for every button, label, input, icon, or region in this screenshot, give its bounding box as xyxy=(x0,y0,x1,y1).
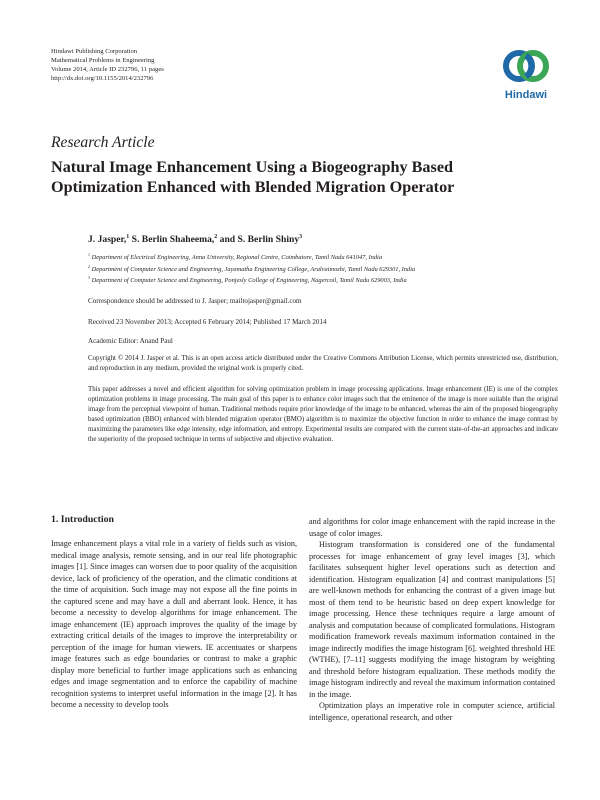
right-column xyxy=(309,516,555,723)
affiliation-text: Department of Computer Science and Engineering, Jayamatha Engineering College, Aralvaimozhi, Tamil Nadu 629301, India xyxy=(89,265,416,273)
abstract: This paper addresses a novel and efficient algorithm for solving optimization problem in image processing applications. Image enhancement (IE) is one of the complex optimization problems in image processing. The main goal of this paper is to enhance color images such that the eminence of the image is more suitable than the original image from the perceptual viewpoint of human. Traditional methods require prior knowledge of the image to be enhanced, whereas the aim of the proposed biogeography based optimization (BBO) enhanced with blended migration operator (BMO) algorithm is to maximize the objective function in order to enhance the image contrast by maximizing the parameters like edge intensity, edge information, and entropy. Experimental results are compared with the current state-of-the-art approaches and indicate the superiority of the proposed technique in terms of subjective and objective evaluation. xyxy=(88,386,558,443)
body-paragraph: Histogram transformation is considered one of the fundamental processes for image enhancement of gray level images [3], which facilitates subsequent higher level operations such as detection and identification. Histogram equalization [4] and contrast manipulations [5] are well-known methods for enhancing the contrast of a given image but most of them tend to be heuristic based on deep expert knowledge for image processing. Hence these techniques require a large amount of analysis and computation because of complicated formulations. Histogram modification framework reveals maximum information contained in the image indirectly modifies the image histogram [6]. weighted threshold HE (WTHE), [7–11] suggests modifying the image histogram by weighting and threshold before histogram equalization. These methods modify the image histogram indirectly and reveal the maximum information contained in the image. xyxy=(309,540,556,699)
volume-line: Volume 2014, Article ID 232796, 11 pages xyxy=(51,65,164,73)
article-dates: Received 23 November 2013; Accepted 6 February 2014; Published 17 March 2014 xyxy=(88,318,327,326)
affiliation-item xyxy=(88,275,558,287)
affiliation-mark: 3 xyxy=(88,275,90,281)
author-affiliation-mark: 3 xyxy=(299,233,303,240)
author-affiliation-mark: 1 xyxy=(126,233,130,240)
hindawi-logo-icon xyxy=(500,44,552,88)
section-heading: 1. Introduction xyxy=(51,514,114,525)
logo-wordmark: Hindawi xyxy=(504,89,548,101)
affiliation-mark: 2 xyxy=(88,263,90,269)
author-list xyxy=(88,234,302,245)
affiliation-text: Department of Computer Science and Engineering, Ponjesly College of Engineering, Nagercoil, Tamil Nadu 629003, India xyxy=(89,277,407,285)
hindawi-logo xyxy=(496,44,556,106)
left-column xyxy=(51,514,297,711)
body-paragraph: and algorithms for color image enhancement with the rapid increase in the usage of color images. xyxy=(309,517,555,538)
copyright-notice: Copyright © 2014 J. Jasper et al. This is an open access article distributed under the Creative Commons Attribution License, which permits unrestricted use, distribution, and reproduction in any medium, provided the original work is properly cited. xyxy=(88,355,558,372)
affiliation-item xyxy=(88,264,558,276)
author-name: S. Berlin Shaheema, xyxy=(129,234,215,245)
affiliation-item xyxy=(88,252,558,264)
journal-info xyxy=(51,48,164,84)
affiliation-mark: 1 xyxy=(88,251,90,257)
doi-link[interactable]: http://dx.doi.org/10.1155/2014/232796 xyxy=(51,74,154,82)
academic-editor: Academic Editor: Anand Paul xyxy=(88,337,173,345)
affiliations xyxy=(88,252,558,287)
body-paragraph: Optimization plays an imperative role in computer science, artificial intelligence, operational research, and other xyxy=(309,701,555,722)
article-type: Research Article xyxy=(51,134,155,151)
journal-name: Mathematical Problems in Engineering xyxy=(51,56,155,64)
title-line-2: Optimization Enhanced with Blended Migration Operator xyxy=(51,177,455,196)
author-name: and S. Berlin Shiny xyxy=(217,234,300,245)
paper-title xyxy=(51,158,571,197)
title-line-1: Natural Image Enhancement Using a Biogeography Based xyxy=(51,158,454,176)
publisher-name: Hindawi Publishing Corporation xyxy=(51,48,138,55)
correspondence: Correspondence should be addressed to J. Jasper; mailtojasper@gmail.com xyxy=(88,297,302,305)
body-paragraph: Image enhancement plays a vital role in a variety of fields such as vision, medical image analysis, remote sensing, and in our real life photographic images [1]. Since images can worsen due to poor quality of the acquisition device, lack of proficiency of the operation, and the climatic conditions at the time of acquisition. Such image may not expose all the fine points in the captured scene and may have a dull and aberrant look. Hence, it has become a necessity to develop algorithms for image enhancement. The image enhancement (IE) approach improves the quality of the image by extracting critical details of the images to improve the interpretability or perception of the image for human viewers. IE accentuates or sharpens image features such as edge boundaries or contrast to make a graphic display more beneficial to further image applications such as enhancing edges and image segmentation and to enforce the capability of machine recognition systems to interpret useful information in the image [2]. It has become a necessity to develop tools xyxy=(51,539,297,709)
author-name: J. Jasper, xyxy=(88,234,127,245)
affiliation-text: Department of Electrical Engineering, Anna University, Regional Centre, Coimbatore, Tamil Nadu 641047, India xyxy=(89,254,383,261)
author-affiliation-mark: 2 xyxy=(214,233,218,240)
